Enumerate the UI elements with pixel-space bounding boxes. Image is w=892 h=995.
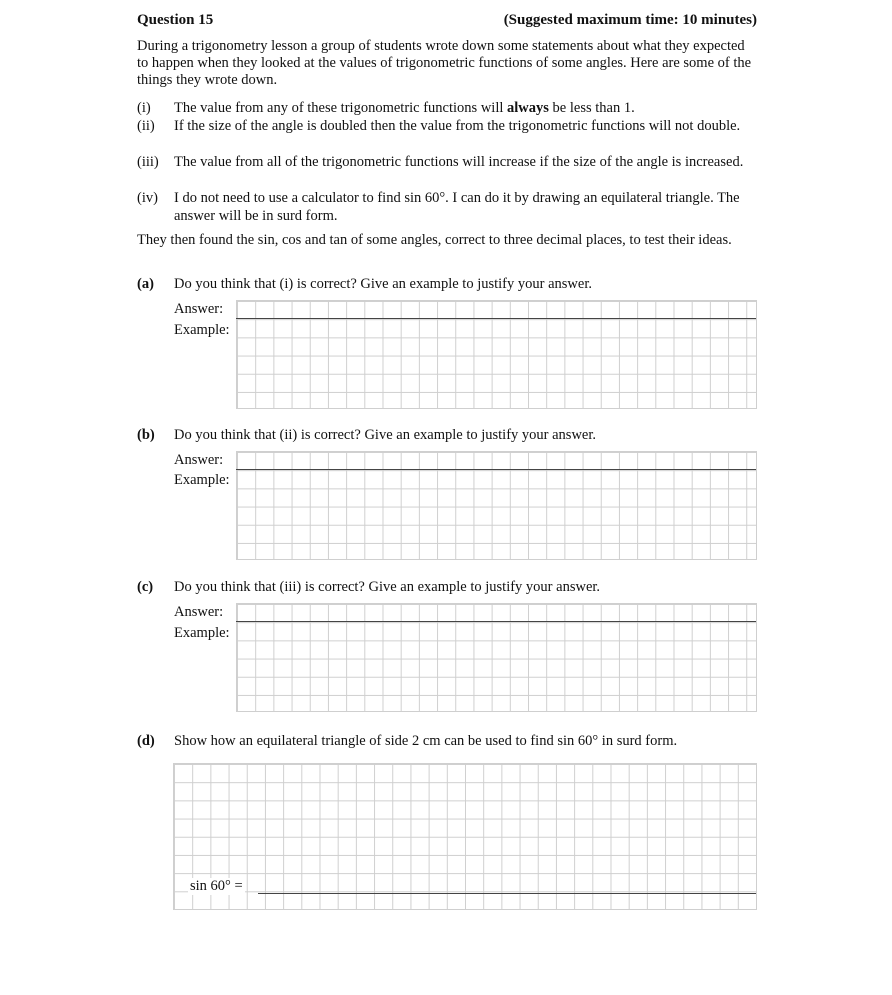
part-c-question: Do you think that (iii) is correct? Give an example to justify your answer. <box>174 579 601 595</box>
part-c-example-label: Example: <box>174 625 230 641</box>
part-a-answer-grid[interactable] <box>236 300 757 409</box>
part-a-label: (a) <box>137 276 154 292</box>
statement-text-part: The value from any of these trigonometric functions will <box>174 100 508 116</box>
followup-paragraph: They then found the sin, cos and tan of some angles, correct to three decimal places, to test their ideas. <box>137 232 732 248</box>
statement-number: (iii) <box>137 154 159 170</box>
part-a-example-label: Example: <box>174 322 230 338</box>
part-d-label: (d) <box>137 733 155 749</box>
suggested-time: (Suggested maximum time: 10 minutes) <box>503 12 757 28</box>
part-d-result-label: sin 60° = <box>190 878 243 894</box>
statement-text-part: be less than 1. <box>548 100 635 116</box>
part-c-answer-line <box>236 621 756 622</box>
part-a-question: Do you think that (i) is correct? Give an example to justify your answer. <box>174 276 592 292</box>
part-b-question: Do you think that (ii) is correct? Give an example to justify your answer. <box>174 427 597 443</box>
intro-paragraph: During a trigonometry lesson a group of students wrote down some statements about what they expected to happen when they looked at the values of trigonometric functions of some angles. Here are some of the things they wrote down. <box>137 38 752 88</box>
part-b-label: (b) <box>137 427 155 443</box>
part-d-answer-line <box>258 893 756 894</box>
statement-text <box>174 99 764 117</box>
statement-number: (ii) <box>137 118 155 134</box>
part-b-answer-line <box>236 469 756 470</box>
statement-text: I do not need to use a calculator to find sin 60°. I can do it by drawing an equilateral triangle. The answer will be in surd form. <box>174 190 740 224</box>
part-d-question: Show how an equilateral triangle of side 2 cm can be used to find sin 60° in surd form. <box>174 733 678 749</box>
part-a-answer-line <box>236 318 756 319</box>
part-d-working-grid[interactable] <box>173 763 757 910</box>
part-c-label: (c) <box>137 579 154 595</box>
part-b-example-label: Example: <box>174 472 230 488</box>
part-a-answer-label: Answer: <box>174 301 224 317</box>
part-c-answer-grid[interactable] <box>236 603 757 712</box>
question-title: Question 15 <box>137 12 214 28</box>
statement-text: If the size of the angle is doubled then the value from the trigonometric functions will not double. <box>174 118 741 134</box>
part-b-answer-grid[interactable] <box>236 451 757 560</box>
statement-text: The value from all of the trigonometric functions will increase if the size of the angle is increased. <box>174 154 744 170</box>
part-b-answer-label: Answer: <box>174 452 224 468</box>
statement-number: (iv) <box>137 190 158 206</box>
statement-number: (i) <box>137 100 151 116</box>
statement-emphasis: always <box>507 100 549 116</box>
part-c-answer-label: Answer: <box>174 604 224 620</box>
